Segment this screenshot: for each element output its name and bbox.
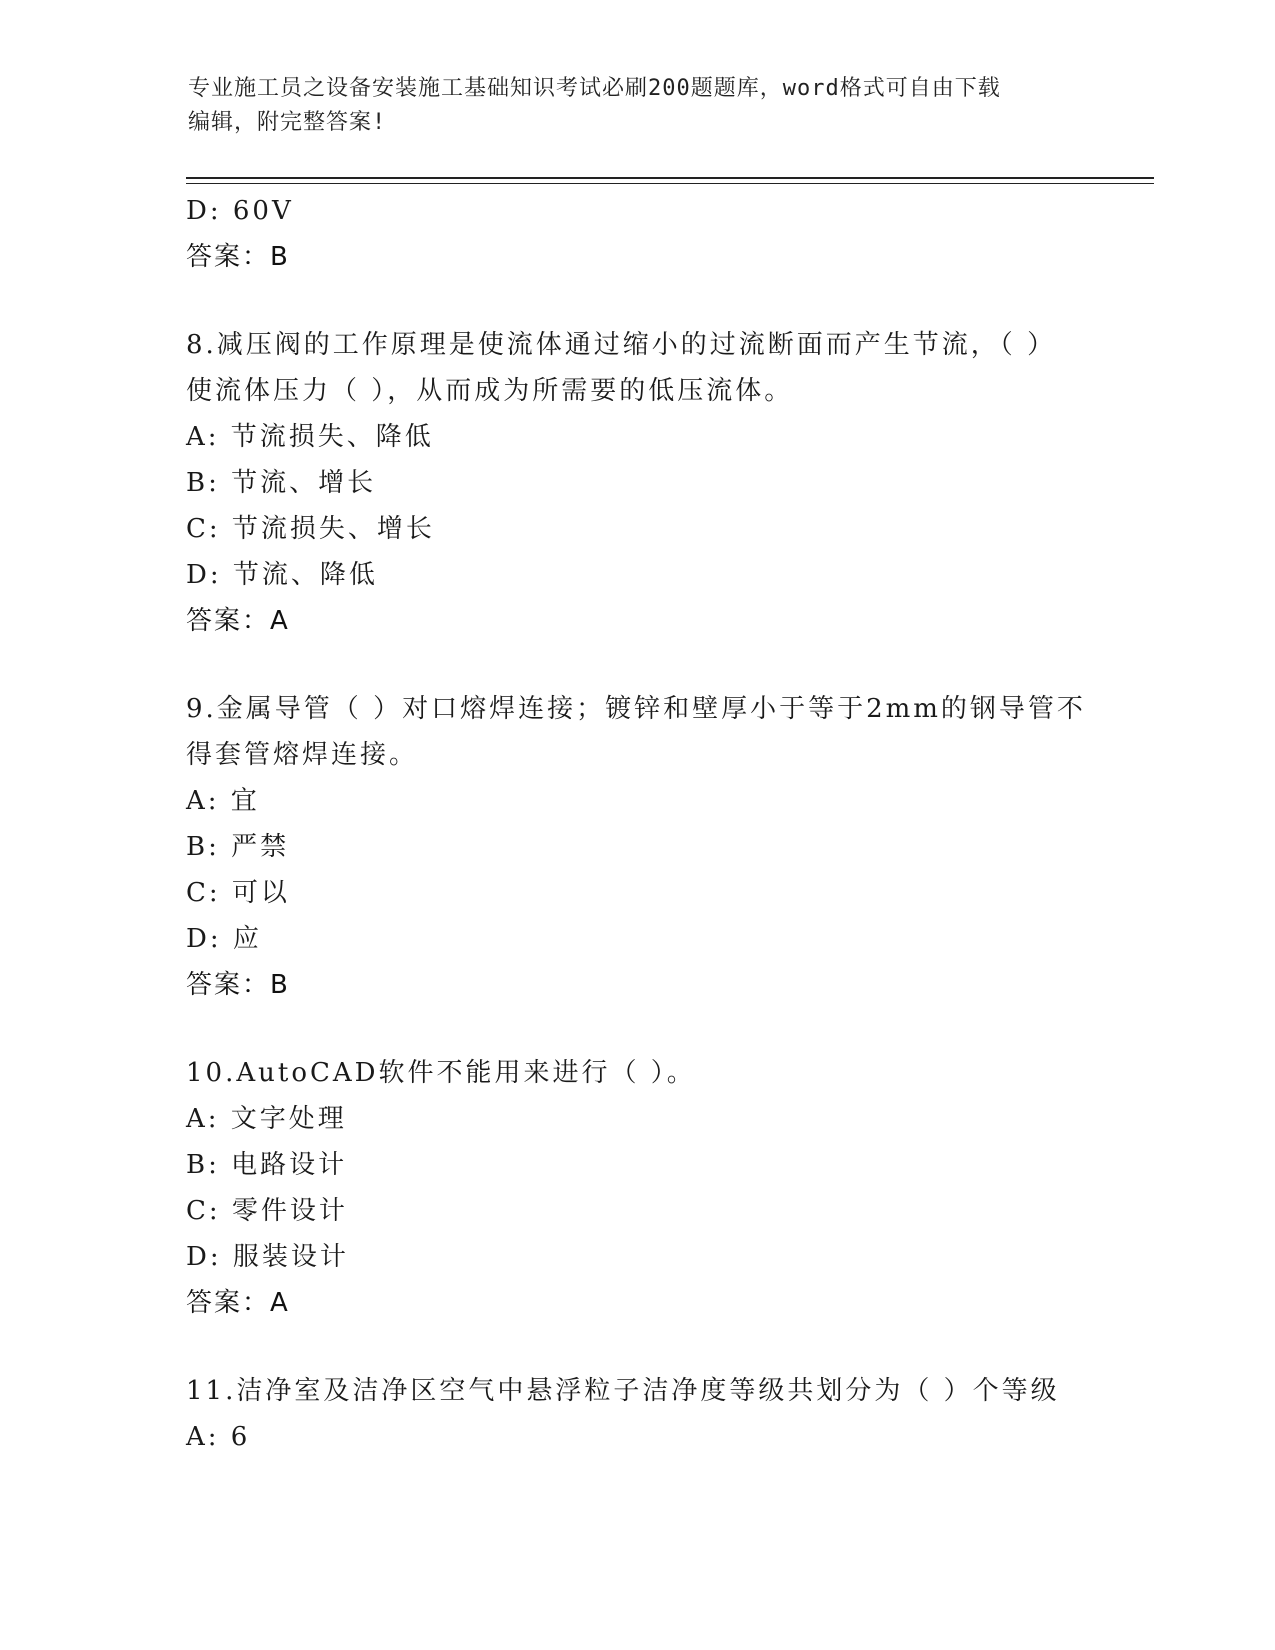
option-d: D: 60V [186,196,294,226]
answer-line: 答案：A [186,606,290,636]
option-d: D: 服装设计 [186,1242,349,1272]
question-9 [186,686,1086,1008]
answer-line: 答案：A [186,1288,290,1318]
question-8 [186,322,1086,644]
question-stem: 10.AutoCAD软件不能用来进行（ ）。 [186,1058,696,1088]
header-divider-thin [186,183,1154,184]
question-stem: 8.减压阀的工作原理是使流体通过缩小的过流断面而产生节流，（ ） [186,330,1057,360]
option-c: C: 零件设计 [186,1196,348,1226]
header-divider-thick [186,177,1154,179]
question-list [186,188,1086,1460]
option-d: D: 应 [186,924,262,954]
option-a: A: 文字处理 [186,1104,347,1134]
option-a: A: 节流损失、降低 [186,422,434,452]
question-10 [186,1050,1086,1326]
option-c: C: 可以 [186,878,290,908]
question-stem: 9.金属导管（ ）对口熔焊连接；镀锌和壁厚小于等于2mm的钢导管不 [186,694,1086,724]
question-7-fragment [186,188,1086,280]
answer-line: 答案：B [186,970,290,1000]
option-d: D: 节流、降低 [186,560,378,590]
question-stem-continued: 得套管熔焊连接。 [186,740,419,770]
question-stem: 11.洁净室及洁净区空气中悬浮粒子洁净度等级共划分为（ ）个等级 [186,1376,1060,1406]
option-b: B: 节流、增长 [186,468,377,498]
question-stem-continued: 使流体压力（ ），从而成为所需要的低压流体。 [186,376,794,406]
header-title-line-1: 专业施工员之设备安装施工基础知识考试必刷200题题库，word格式可自由下载 [188,76,1001,101]
option-b: B: 电路设计 [186,1150,348,1180]
option-a: A: 6 [186,1422,251,1452]
option-c: C: 节流损失、增长 [186,514,435,544]
question-11 [186,1368,1086,1460]
option-b: B: 严禁 [186,832,290,862]
option-a: A: 宜 [186,786,260,816]
header-title-line-2: 编辑，附完整答案! [188,110,387,135]
answer-line: 答案：B [186,242,290,272]
document-header [188,72,1088,140]
